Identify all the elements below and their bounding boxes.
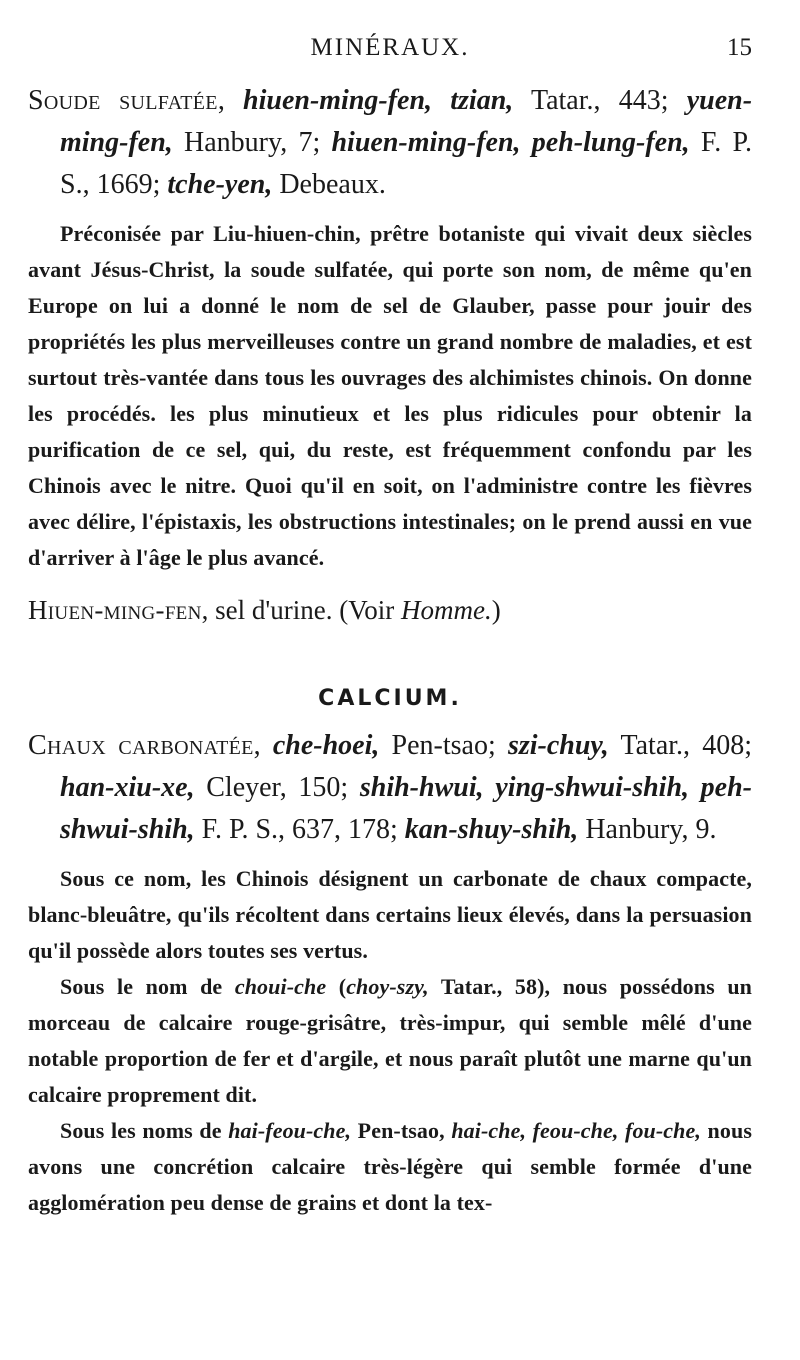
paragraph-hai-feou-che: [28, 1113, 752, 1221]
entry-synonym: shih-hwui, ying-shwui-shih, peh-shwui-shih,: [60, 772, 752, 845]
entry-soude-sulfatee: [28, 80, 752, 206]
entry-text: Cleyer, 150;: [194, 772, 360, 803]
paragraph-soude-description: Préconisée par Liu-hiuen-chin, prêtre botaniste qui vivait deux siècles avant Jésus-Christ, la soude sulfatée, qui porte son nom, de même qu'en Europe on lui a donné le nom de sel de Glauber, passe pour jouir des propriétés les plus merveilleuses contre un grand nombre de maladies, et est surtout très-vantée dans tous les ouvrages des alchimistes chinois. On donne les procédés. les plus minutieux et les plus ridicules pour obtenir la purification de ce sel, qui, du reste, est fréquemment confondu par les Chinois avec le nitre. Quoi qu'il en soit, on l'administre contre les fièvres avec délire, l'épistaxis, les obstructions intestinales; on le prend aussi en vue d'arriver à l'âge le plus avancé.: [28, 221, 752, 570]
entry-synonym: hiuen-ming-fen, peh-lung-fen,: [331, 127, 690, 158]
page-number: 15: [727, 34, 752, 61]
entry-synonym: szi-chuy,: [507, 730, 609, 761]
cross-reference-target: Homme.: [400, 595, 492, 625]
book-page: [28, 34, 752, 1221]
paragraph-text: (: [326, 974, 347, 999]
paragraph-term: hai-feou-che,: [228, 1118, 352, 1143]
entry-synonym: han-xiu-xe,: [60, 772, 195, 803]
entry-chaux-carbonatee: [28, 725, 752, 851]
entry-text: Tatar., 443;: [513, 85, 687, 116]
paragraph-text: Sous les noms de: [60, 1118, 229, 1143]
entry-headword: Soude sulfatée: [28, 85, 218, 116]
running-head: [28, 34, 752, 74]
entry-text: ,: [217, 85, 244, 116]
entry-headword: Hiuen-ming-fen: [28, 595, 202, 625]
entry-text: ,: [253, 730, 273, 761]
running-title: MINÉRAUX.: [310, 34, 470, 61]
paragraph-chaux-description: Sous ce nom, les Chinois désignent un carbonate de chaux compacte, blanc-bleuâtre, qu'ils récoltent dans certains lieux élevés, dans la persuasion qu'il possède alors toutes ses vertus.: [28, 866, 752, 963]
entry-text: ): [491, 595, 501, 625]
paragraph-text: nous avons une concrétion calcaire très-légère qui semble formée d'une agglomération peu dense de grains et dont la tex-: [28, 1118, 752, 1215]
paragraph-term: choui-che: [234, 974, 327, 999]
entry-synonym: hiuen-ming-fen, tzian,: [243, 85, 514, 116]
entry-synonym: tche-yen,: [167, 169, 273, 200]
entry-text: Debeaux.: [272, 169, 386, 200]
paragraph-text: Pen-tsao,: [351, 1118, 452, 1143]
entry-text: Hanbury, 9.: [578, 814, 717, 845]
entry-headword: Chaux carbonatée: [28, 730, 254, 761]
entry-text: Tatar., 408;: [608, 730, 752, 761]
paragraph-term: hai-che, feou-che, fou-che,: [451, 1118, 701, 1143]
entry-text: , sel d'urine. (Voir: [201, 595, 401, 625]
entry-synonym: che-hoei,: [272, 730, 380, 761]
paragraph-term: choy-szy,: [346, 974, 429, 999]
section-heading: CALCIUM.: [318, 686, 462, 711]
cross-reference-entry: [28, 590, 752, 630]
entry-synonym: yuen-ming-fen,: [60, 85, 753, 158]
paragraph-choui-che: [28, 969, 752, 1113]
entry-text: F. P. S., 1669;: [60, 127, 752, 200]
entry-text: Pen-tsao;: [379, 730, 508, 761]
paragraph-text: Sous le nom de: [60, 974, 235, 999]
paragraph-text: Tatar., 58), nous possédons un morceau de calcaire rouge-grisâtre, très-impur, qui semble mêlé d'une notable proportion de fer et d'argile, et nous paraît plutôt une marne qu'un calcaire proprement dit.: [28, 974, 752, 1107]
entry-synonym: kan-shuy-shih,: [404, 814, 579, 845]
entry-text: Hanbury, 7;: [172, 127, 332, 158]
entry-text: F. P. S., 637, 178;: [194, 814, 405, 845]
